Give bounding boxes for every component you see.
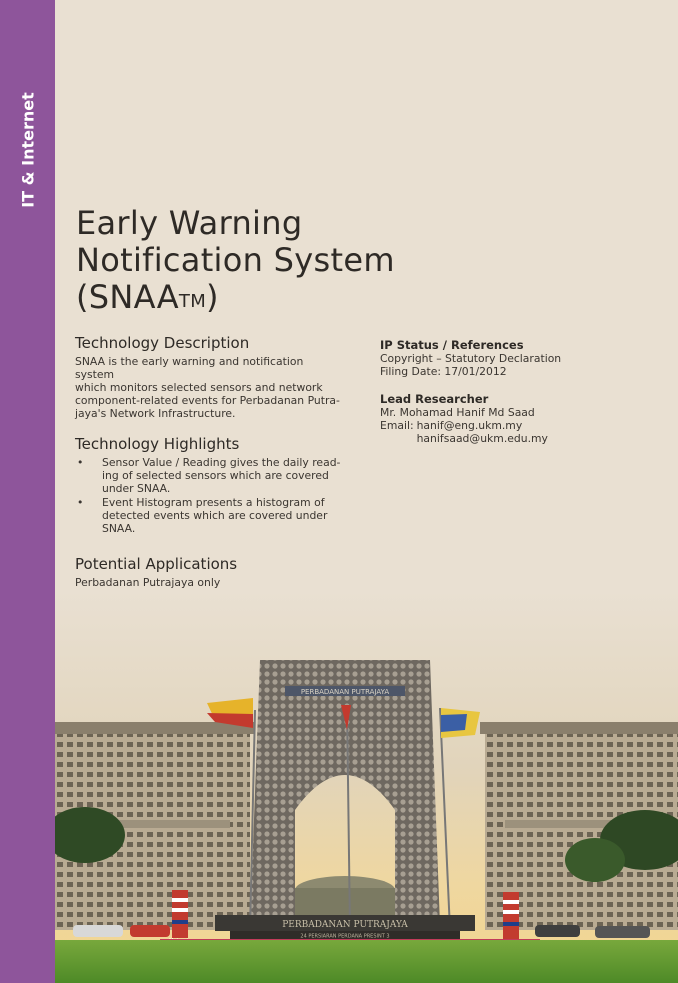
text-line: SNAA is the early warning and notification system — [75, 355, 304, 381]
plaque-subtitle: 24 PERSIARAN PERDANA PRESINT 3 — [300, 933, 390, 940]
sidebar-band — [0, 0, 55, 983]
list-item — [75, 496, 345, 535]
text-line: which monitors selected sensors and network — [75, 381, 323, 394]
applications-text: Perbadanan Putrajaya only — [75, 576, 221, 589]
list-item — [75, 456, 345, 495]
building-sign: PERBADANAN PUTRAJAYA — [300, 688, 390, 696]
category-label: IT & Internet — [18, 92, 38, 208]
highlights-list — [75, 456, 345, 535]
bullet-icon: • — [77, 456, 84, 469]
section-heading: Technology Description — [75, 334, 250, 352]
title-line-1: Early Warning — [76, 204, 303, 242]
potential-applications — [75, 555, 345, 589]
title-closing: ) — [206, 278, 219, 316]
page-content — [55, 0, 678, 983]
lawn — [55, 940, 678, 983]
text-line: jaya's Network Infrastructure. — [75, 407, 236, 420]
page-title — [76, 205, 395, 316]
text-line: ing of selected sensors which are covered — [102, 469, 329, 482]
text-line: SNAA. — [102, 522, 136, 535]
section-heading: Potential Applications — [75, 555, 238, 573]
email-link[interactable]: hanifsaad@ukm.edu.my — [416, 432, 548, 445]
left-column — [75, 334, 345, 589]
title-line-2: Notification System — [76, 241, 395, 279]
lead-researcher — [380, 392, 610, 445]
title-acronym: (SNAA — [76, 278, 179, 316]
text-line: Event Histogram presents a histogram of — [102, 496, 325, 509]
building-photo — [55, 590, 678, 983]
description-text — [75, 355, 345, 420]
researcher-name: Mr. Mohamad Hanif Md Saad — [380, 406, 535, 419]
bullet-icon: • — [77, 496, 84, 509]
ip-status-heading: IP Status / References — [380, 338, 524, 352]
email-block — [380, 419, 610, 445]
email-list — [417, 419, 548, 445]
filing-date: Filing Date: 17/01/2012 — [380, 365, 507, 378]
email-label: Email: — [380, 419, 414, 432]
right-column — [380, 338, 610, 445]
plaque-title: PERBADANAN PUTRAJAYA — [282, 920, 408, 930]
email-link[interactable]: hanif@eng.ukm.my — [416, 419, 523, 432]
copyright-text: Copyright – Statutory Declaration — [380, 352, 562, 365]
technology-highlights — [75, 435, 345, 535]
trademark-symbol: TM — [178, 291, 207, 312]
researcher-heading: Lead Researcher — [380, 392, 489, 406]
text-line: detected events which are covered under — [102, 509, 328, 522]
text-line: under SNAA. — [102, 482, 171, 495]
ip-status — [380, 338, 610, 378]
text-line: Sensor Value / Reading gives the daily read- — [102, 456, 341, 469]
title-line-3 — [76, 279, 395, 316]
text-line: component-related events for Perbadanan Putra- — [75, 394, 340, 407]
section-heading: Technology Highlights — [75, 435, 240, 453]
technology-description — [75, 334, 345, 420]
